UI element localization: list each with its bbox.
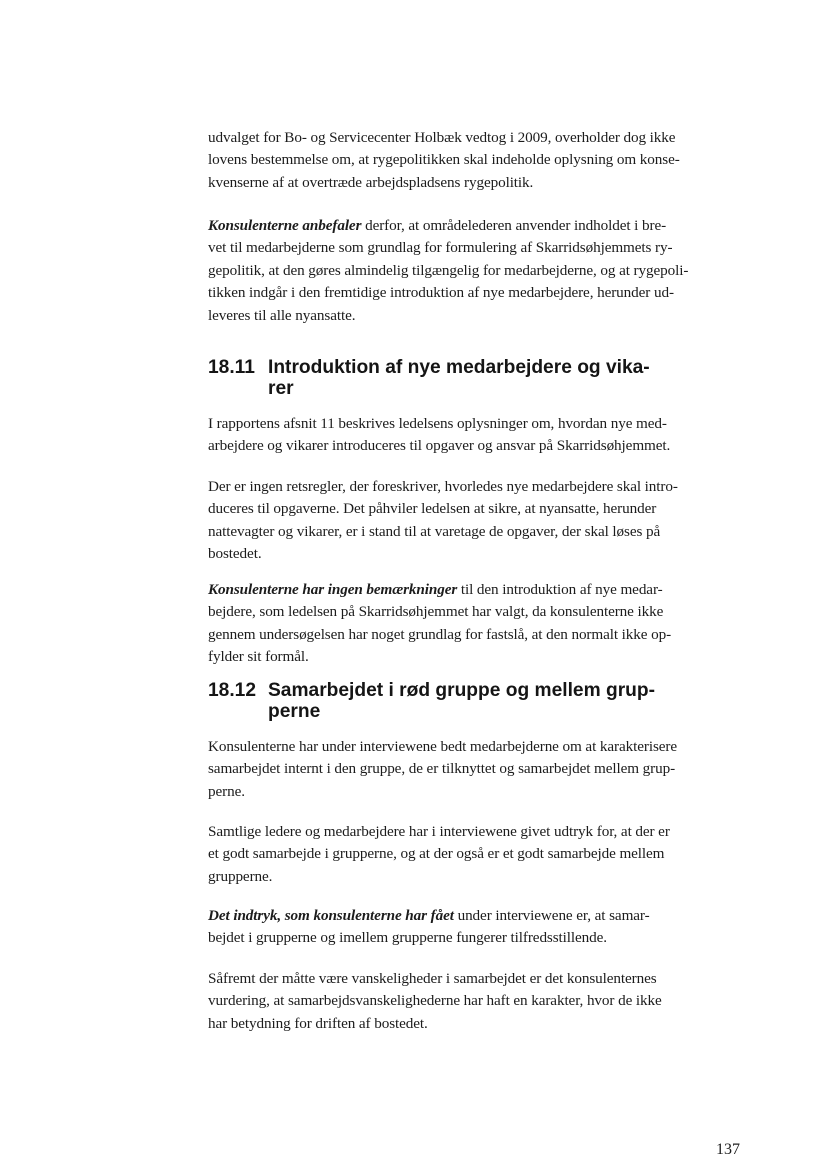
text-line: bejdere, som ledelsen på Skarridsøhjemmet har valgt, da konsulenterne ikke xyxy=(208,603,664,621)
paragraph xyxy=(208,968,746,1035)
paragraph-impression xyxy=(208,905,746,950)
text-line: lovens bestemmelse om, at rygepolitikken skal indeholde oplysning om konse- xyxy=(208,151,680,169)
section-title-continued: perne xyxy=(268,701,321,722)
text-line: perne. xyxy=(208,782,245,800)
text-line: Såfremt der måtte være vanskeligheder i samarbejdet er det konsulenternes xyxy=(208,970,657,987)
text-line: nattevagter og vikarer, er i stand til at varetage de opgaver, der skal løses på xyxy=(208,522,661,540)
text-run: til den introduktion af nye medar- xyxy=(457,581,663,598)
text-line: fylder sit formål. xyxy=(208,648,309,666)
paragraph-recommendation xyxy=(208,215,746,327)
text-line xyxy=(208,905,746,927)
section-title: Introduktion af nye medarbejdere og vika- xyxy=(268,357,650,378)
text-line: Samtlige ledere og medarbejdere har i interviewene givet udtryk for, at der er xyxy=(208,823,670,840)
text-line: kvenserne af at overtræde arbejdspladsens rygepolitik. xyxy=(208,173,534,191)
page-number: 137 xyxy=(716,1141,740,1158)
text-line: gepolitik, at den gøres almindelig tilgængelig for medarbejderne, og at rygepoli- xyxy=(208,261,689,279)
section-number: 18.12 xyxy=(208,680,257,701)
text-line: har betydning for driften af bostedet. xyxy=(208,1014,428,1032)
text-line xyxy=(208,215,746,237)
text-run: under interviewene er, at samar- xyxy=(453,907,650,924)
paragraph-remark xyxy=(208,579,746,669)
text-line: I rapportens afsnit 11 beskrives ledelsens oplysninger om, hvordan nye med- xyxy=(208,415,667,432)
section-title-continued: rer xyxy=(268,378,294,399)
text-line: Der er ingen retsregler, der foreskriver, hvorledes nye medarbejdere skal intro- xyxy=(208,478,678,495)
paragraph-continuation xyxy=(208,127,746,194)
section-heading xyxy=(208,680,746,722)
text-line: bostedet. xyxy=(208,545,262,563)
text-line: gennem undersøgelsen har noget grundlag for fastslå, at den normalt ikke op- xyxy=(208,625,672,643)
text-line: samarbejdet internt i den gruppe, de er tilknyttet og samarbejdet mellem grup- xyxy=(208,760,676,778)
text-line: arbejdere og vikarer introduceres til opgaver og ansvar på Skarridsøhjemmet. xyxy=(208,437,671,455)
text-line: grupperne. xyxy=(208,867,273,885)
section-title: Samarbejdet i rød gruppe og mellem grup- xyxy=(268,680,656,701)
text-line: vurdering, at samarbejdsvanskelighederne har haft en karakter, hvor de ikke xyxy=(208,992,662,1010)
text-line: udvalget for Bo- og Servicecenter Holbæk vedtog i 2009, overholder dog ikke xyxy=(208,129,676,146)
paragraph xyxy=(208,736,746,803)
text-line: Konsulenterne har under interviewene bedt medarbejderne om at karakterisere xyxy=(208,738,678,755)
emphasis-lead: Konsulenterne anbefaler xyxy=(208,217,362,234)
section-number: 18.11 xyxy=(208,357,255,378)
text-line: vet til medarbejderne som grundlag for formulering af Skarridsøhjemmets ry- xyxy=(208,239,673,257)
text-line: et godt samarbejde i grupperne, og at der også er et godt samarbejde mellem xyxy=(208,845,665,863)
text-run: derfor, at områdelederen anvender indholdet i bre- xyxy=(361,217,667,234)
paragraph xyxy=(208,821,746,888)
text-line: bejdet i grupperne og imellem grupperne fungerer tilfredsstillende. xyxy=(208,929,608,947)
emphasis-lead: Det indtryk, som konsulenterne har fået xyxy=(208,907,454,924)
paragraph xyxy=(208,413,746,458)
text-line xyxy=(208,579,746,601)
text-line: tikken indgår i den fremtidige introduktion af nye medarbejdere, herunder ud- xyxy=(208,284,674,302)
paragraph xyxy=(208,476,746,566)
emphasis-lead: Konsulenterne har ingen bemærkninger xyxy=(208,581,458,598)
section-heading xyxy=(208,357,746,399)
text-line: duceres til opgaverne. Det påhviler ledelsen at sikre, at nyansatte, herunder xyxy=(208,500,657,518)
text-line: leveres til alle nyansatte. xyxy=(208,306,356,324)
